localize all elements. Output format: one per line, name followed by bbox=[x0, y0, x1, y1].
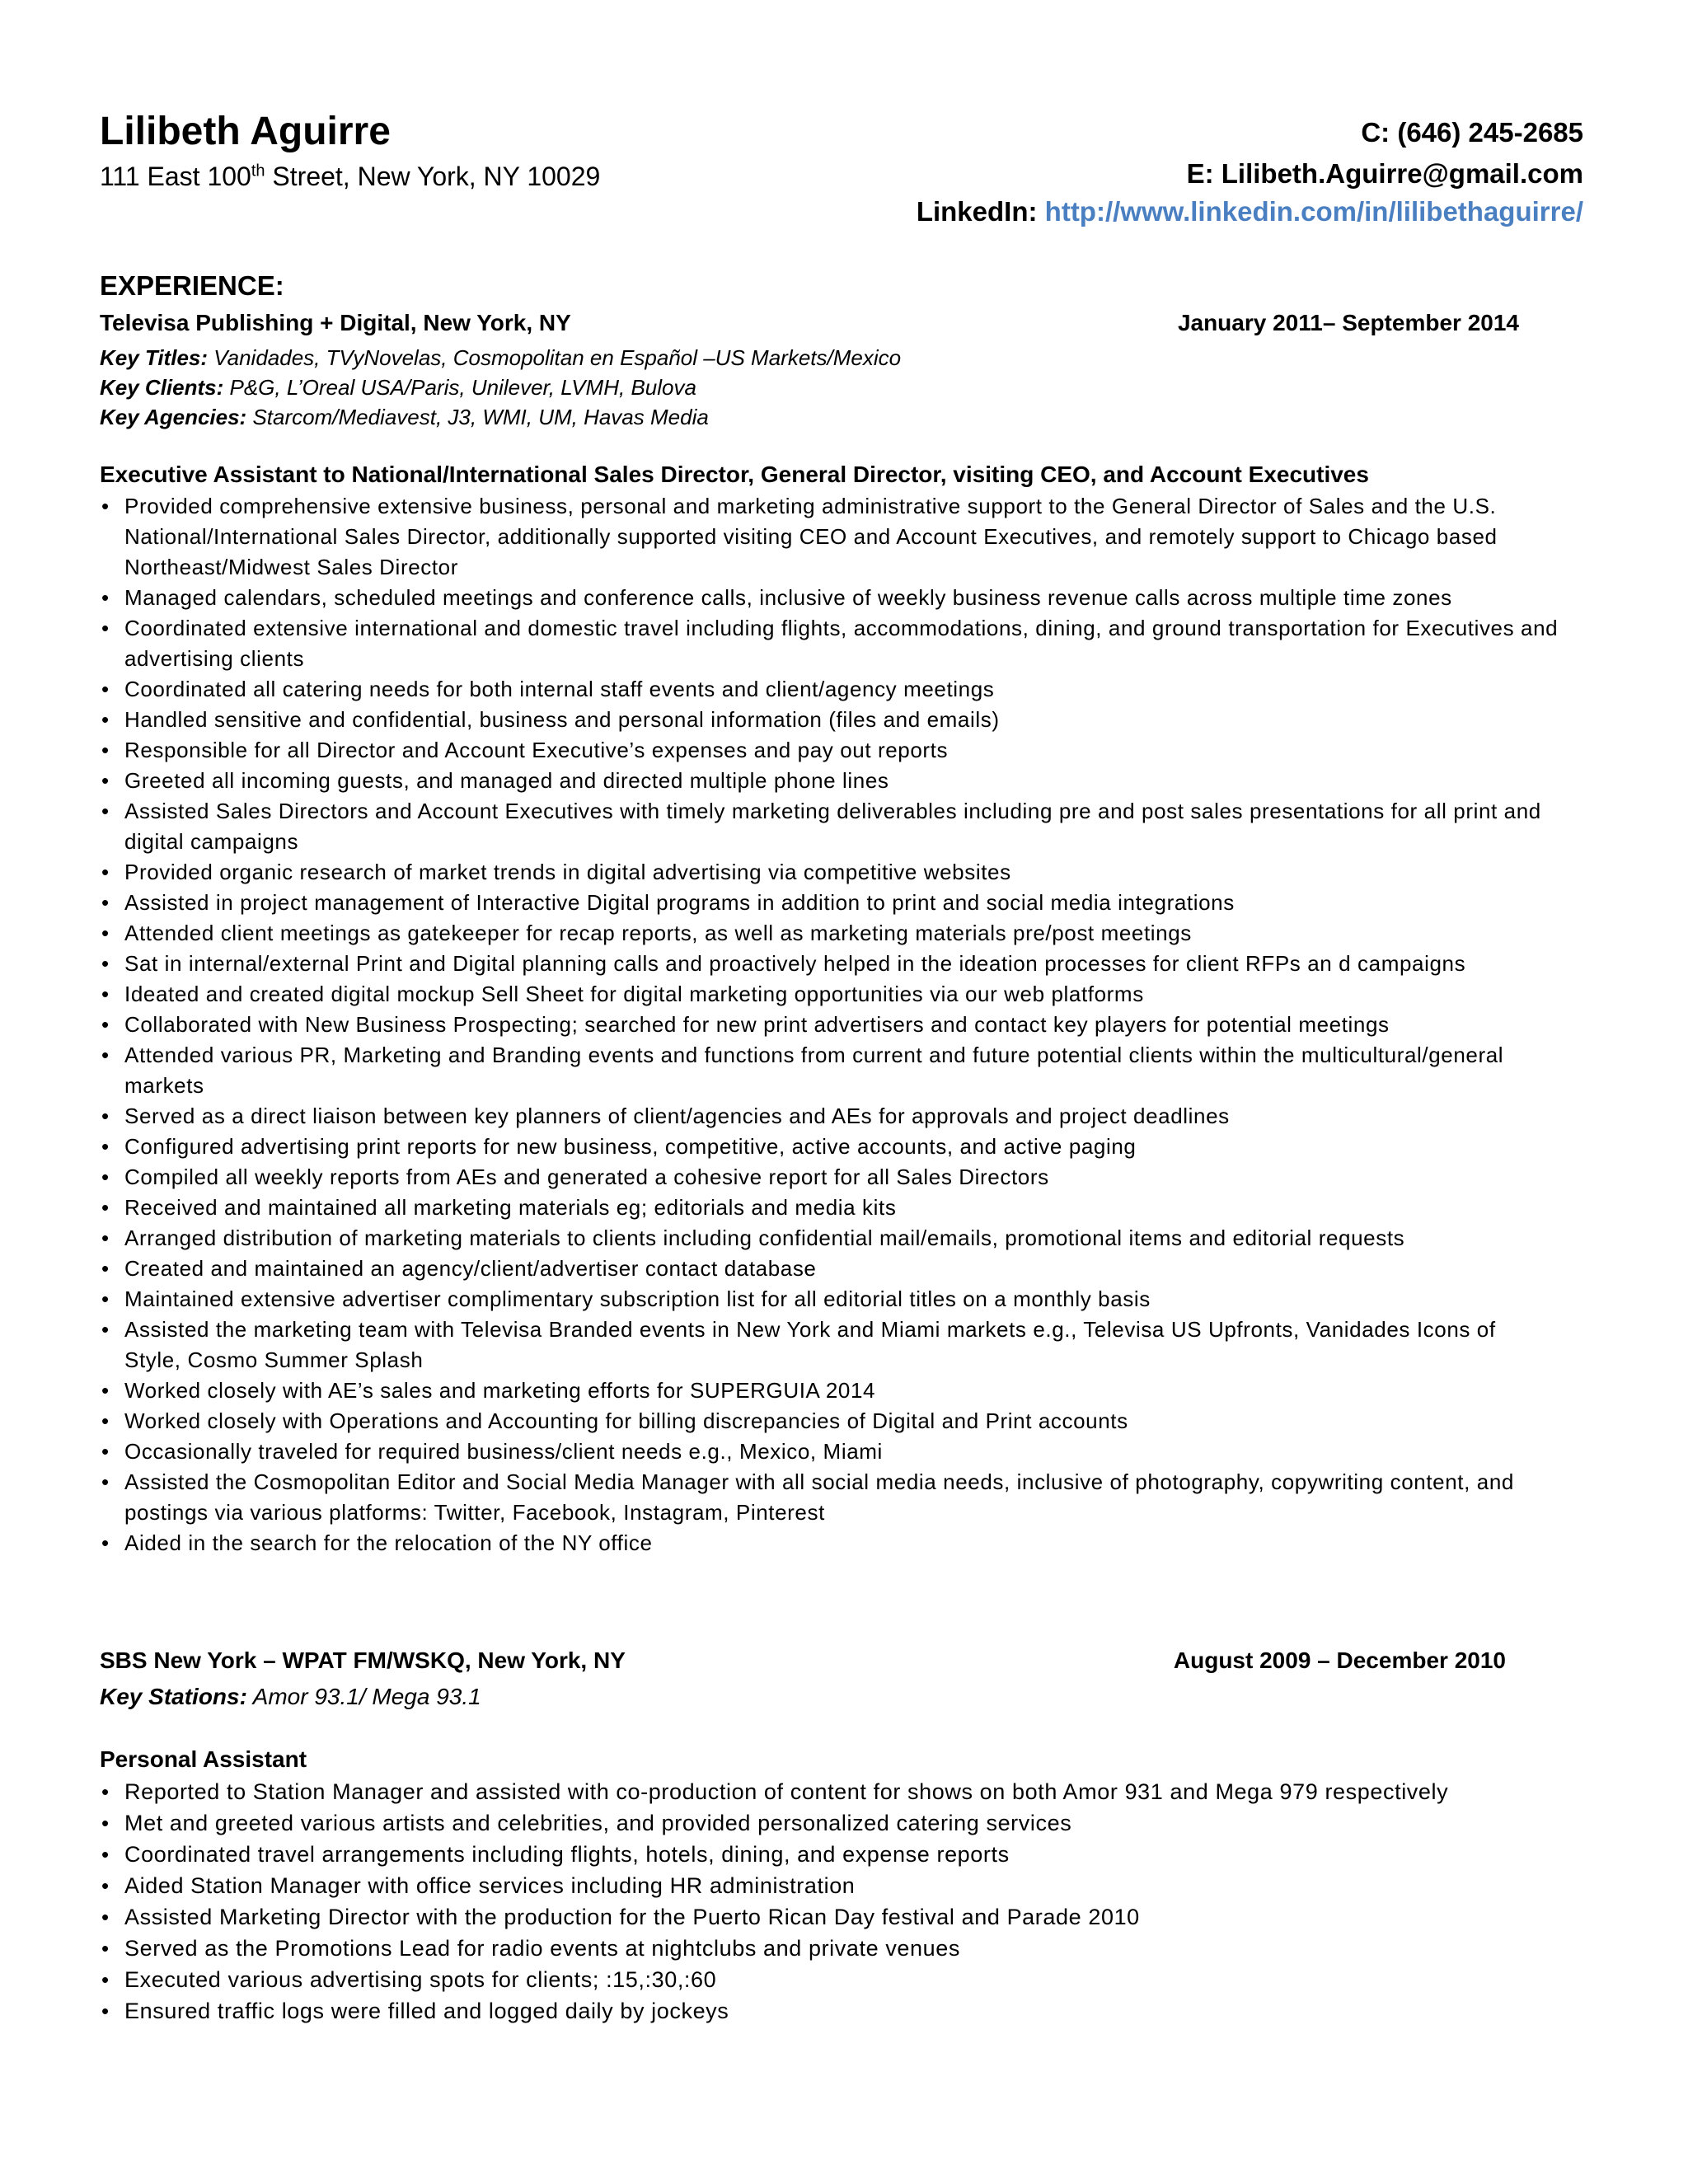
bullet-item: • Served as the Promotions Lead for radio events at nightclubs and private venues bbox=[100, 1933, 1559, 1964]
bullet-item: • Handled sensitive and confidential, business and personal information (files and emails) bbox=[100, 705, 1559, 735]
experience-heading: EXPERIENCE: bbox=[100, 270, 284, 301]
key-stations-label: Key Stations: bbox=[100, 1684, 247, 1709]
bullet-item: • Arranged distribution of marketing materials to clients including confidential mail/emails, promotional items and editorial requests bbox=[100, 1223, 1559, 1254]
bullet-item: • Worked closely with AE’s sales and marketing efforts for SUPERGUIA 2014 bbox=[100, 1376, 1559, 1406]
email-address: E: Lilibeth.Aguirre@gmail.com bbox=[1186, 158, 1583, 189]
bullet-item: • Received and maintained all marketing materials eg; editorials and media kits bbox=[100, 1193, 1559, 1223]
key-titles bbox=[100, 343, 1559, 373]
bullet-item: • Assisted the Cosmopolitan Editor and Social Media Manager with all social media needs, inclusive of photography, copywriting content, and postings via various platforms: Twitter, Facebook, Instagram, Pinterest bbox=[100, 1467, 1559, 1528]
bullet-item: • Maintained extensive advertiser complimentary subscription list for all editorial titles on a monthly basis bbox=[100, 1284, 1559, 1315]
bullet-item: • Sat in internal/external Print and Digital planning calls and proactively helped in the ideation processes for client RFPs an d campaigns bbox=[100, 949, 1559, 979]
key-clients-value: P&G, L’Oreal USA/Paris, Unilever, LVMH, Bulova bbox=[223, 375, 696, 400]
bullet-item: • Aided in the search for the relocation of the NY office bbox=[100, 1528, 1559, 1558]
bullet-item: • Served as a direct liaison between key planners of client/agencies and AEs for approvals and project deadlines bbox=[100, 1101, 1559, 1132]
bullet-item: • Ensured traffic logs were filled and logged daily by jockeys bbox=[100, 1995, 1559, 2027]
key-titles-label: Key Titles: bbox=[100, 345, 209, 370]
responsibilities-list bbox=[100, 491, 1559, 1558]
bullet-item: • Provided comprehensive extensive business, personal and marketing administrative support to the General Director of Sales and the U.S. National/International Sales Director, additionally supported visiting CEO and Account Executives, and remotely support to Chicago based Northeast/Midwest Sales Director bbox=[100, 491, 1559, 583]
job-televisa bbox=[100, 310, 1559, 1558]
bullet-item: • Collaborated with New Business Prospecting; searched for new print advertisers and contact key players for potential meetings bbox=[100, 1010, 1559, 1040]
key-clients bbox=[100, 373, 1559, 402]
candidate-name: Lilibeth Aguirre bbox=[100, 110, 391, 153]
bullet-item: • Coordinated extensive international and domestic travel including flights, accommodations, dining, and ground transportation for Executives and advertising clients bbox=[100, 613, 1559, 674]
address-ordinal: th bbox=[251, 162, 265, 180]
address bbox=[100, 162, 600, 192]
bullet-item: • Managed calendars, scheduled meetings and conference calls, inclusive of weekly business revenue calls across multiple time zones bbox=[100, 583, 1559, 613]
bullet-item: • Ideated and created digital mockup Sell Sheet for digital marketing opportunities via our web platforms bbox=[100, 979, 1559, 1010]
bullet-item: • Responsible for all Director and Account Executive’s expenses and pay out reports bbox=[100, 735, 1559, 766]
key-agencies-label: Key Agencies: bbox=[100, 405, 247, 429]
employment-dates: August 2009 – December 2010 bbox=[1173, 1647, 1506, 1673]
bullet-item: • Reported to Station Manager and assisted with co-production of content for shows on both Amor 931 and Mega 979 respectively bbox=[100, 1776, 1559, 1807]
linkedin-line bbox=[917, 196, 1583, 227]
bullet-item: • Compiled all weekly reports from AEs and generated a cohesive report for all Sales Directors bbox=[100, 1162, 1559, 1193]
key-agencies bbox=[100, 402, 1559, 432]
employment-dates: January 2011– September 2014 bbox=[1177, 310, 1519, 335]
bullet-item: • Met and greeted various artists and celebrities, and provided personalized catering services bbox=[100, 1807, 1559, 1839]
bullet-item: • Assisted Marketing Director with the production for the Puerto Rican Day festival and Parade 2010 bbox=[100, 1901, 1559, 1933]
company-name: Televisa Publishing + Digital, New York, NY bbox=[100, 310, 571, 335]
key-clients-label: Key Clients: bbox=[100, 375, 224, 400]
bullet-item: • Greeted all incoming guests, and managed and directed multiple phone lines bbox=[100, 766, 1559, 796]
bullet-item: • Assisted the marketing team with Televisa Branded events in New York and Miami markets e.g., Televisa US Upfronts, Vanidades Icons of Style, Cosmo Summer Splash bbox=[100, 1315, 1559, 1376]
phone-number: C: (646) 245-2685 bbox=[1361, 117, 1583, 148]
responsibilities-list bbox=[100, 1776, 1559, 2027]
bullet-item: • Created and maintained an agency/client/advertiser contact database bbox=[100, 1254, 1559, 1284]
job-role: Executive Assistant to National/International Sales Director, General Director, visiting CEO, and Account Executives bbox=[100, 462, 1369, 487]
key-agencies-value: Starcom/Mediavest, J3, WMI, UM, Havas Media bbox=[246, 405, 709, 429]
job-role: Personal Assistant bbox=[100, 1746, 307, 1772]
linkedin-link[interactable]: http://www.linkedin.com/in/lilibethaguirre/ bbox=[1044, 196, 1583, 227]
bullet-item: • Coordinated all catering needs for both internal staff events and client/agency meetings bbox=[100, 674, 1559, 705]
key-stations bbox=[100, 1680, 1559, 1713]
bullet-item: • Configured advertising print reports for new business, competitive, active accounts, and active paging bbox=[100, 1132, 1559, 1162]
bullet-item: • Assisted Sales Directors and Account Executives with timely marketing deliverables including pre and post sales presentations for all print and digital campaigns bbox=[100, 796, 1559, 857]
bullet-item: • Provided organic research of market trends in digital advertising via competitive websites bbox=[100, 857, 1559, 888]
linkedin-label: LinkedIn: bbox=[916, 196, 1045, 227]
job-header bbox=[100, 1647, 1559, 1680]
address-number: 111 East 100 bbox=[100, 162, 251, 191]
key-titles-value: Vanidades, TVyNovelas, Cosmopolitan en Español –US Markets/Mexico bbox=[208, 345, 902, 370]
key-stations-value: Amor 93.1/ Mega 93.1 bbox=[246, 1684, 481, 1709]
address-street: Street, New York, NY 10029 bbox=[265, 162, 601, 191]
bullet-item: • Attended client meetings as gatekeeper for recap reports, as well as marketing materials pre/post meetings bbox=[100, 918, 1559, 949]
bullet-item: • Worked closely with Operations and Accounting for billing discrepancies of Digital and Print accounts bbox=[100, 1406, 1559, 1436]
company-name: SBS New York – WPAT FM/WSKQ, New York, NY bbox=[100, 1647, 626, 1673]
bullet-item: • Occasionally traveled for required business/client needs e.g., Mexico, Miami bbox=[100, 1436, 1559, 1467]
bullet-item: • Assisted in project management of Interactive Digital programs in addition to print and social media integrations bbox=[100, 888, 1559, 918]
bullet-item: • Attended various PR, Marketing and Branding events and functions from current and future potential clients within the multicultural/general markets bbox=[100, 1040, 1559, 1101]
bullet-item: • Coordinated travel arrangements including flights, hotels, dining, and expense reports bbox=[100, 1839, 1559, 1870]
bullet-item: • Executed various advertising spots for clients; :15,:30,:60 bbox=[100, 1964, 1559, 1995]
bullet-item: • Aided Station Manager with office services including HR administration bbox=[100, 1870, 1559, 1901]
job-header bbox=[100, 310, 1559, 343]
job-sbs bbox=[100, 1647, 1559, 2027]
